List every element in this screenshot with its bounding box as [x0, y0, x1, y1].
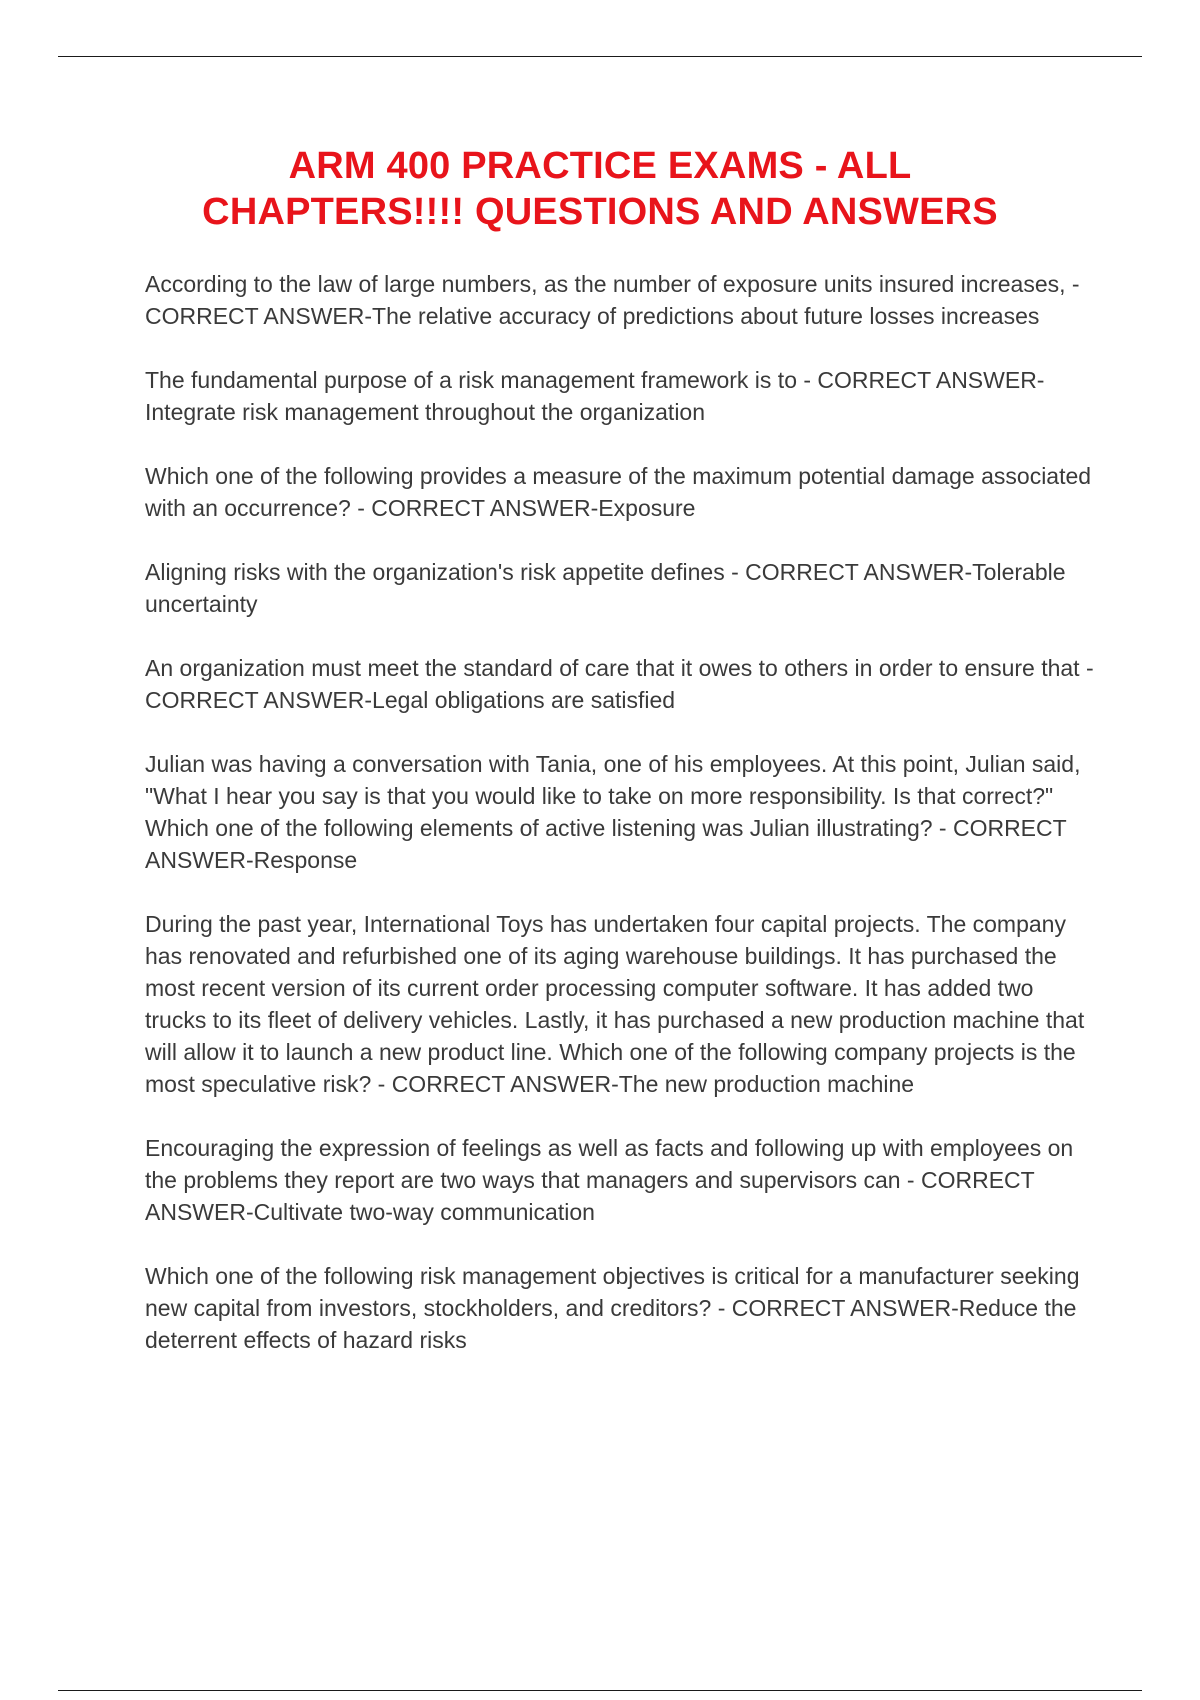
qa-item-2: The fundamental purpose of a risk management framework is to - CORRECT ANSWER-Integrate risk management throughout the organization	[145, 367, 1045, 425]
qa-item-8: Encouraging the expression of feelings as well as facts and following up with employees on the problems they report are two ways that managers and supervisors can - CORRECT ANSWER-Cultivate two-way communication	[145, 1135, 1074, 1225]
qa-item-1: According to the law of large numbers, as the number of exposure units insured increases, - CORRECT ANSWER-The relative accuracy of predictions about future losses increases	[145, 271, 1080, 329]
qa-item-4: Aligning risks with the organization's risk appetite defines - CORRECT ANSWER-Tolerable uncertainty	[145, 559, 1066, 617]
qa-item-5: An organization must meet the standard of care that it owes to others in order to ensure that - CORRECT ANSWER-Legal obligations are satisfied	[145, 655, 1094, 713]
qa-item-9: Which one of the following risk management objectives is critical for a manufacturer seeking new capital from investors, stockholders, and creditors? - CORRECT ANSWER-Reduce the deterrent effects of hazard risks	[145, 1263, 1080, 1353]
document-title	[100, 143, 1100, 235]
header-rule	[58, 56, 1142, 57]
qa-item-7: During the past year, International Toys has undertaken four capital projects. The company has renovated and refurbished one of its aging warehouse buildings. It has purchased the most recent version of its current order processing computer software. It has added two trucks to its fleet of delivery vehicles. Lastly, it has purchased a new production machine that will allow it to launch a new product line. Which one of the following company projects is the most speculative risk? - CORRECT ANSWER-The new production machine	[145, 911, 1085, 1097]
qa-item-3: Which one of the following provides a measure of the maximum potential damage associated with an occurrence? - CORRECT ANSWER-Exposure	[145, 463, 1092, 521]
qa-item-6: Julian was having a conversation with Tania, one of his employees. At this point, Julian said, "What I hear you say is that you would like to take on more responsibility. Is that correct?" Which one of the following elements of active listening was Julian illustrating? - CORRECT ANSWER-Response	[145, 751, 1081, 873]
title-line-1: ARM 400 PRACTICE EXAMS - ALL	[288, 145, 912, 187]
footer-rule	[58, 1690, 1142, 1691]
title-line-2: CHAPTERS!!!! QUESTIONS AND ANSWERS	[202, 191, 998, 233]
question-answer-list	[145, 268, 1095, 1388]
